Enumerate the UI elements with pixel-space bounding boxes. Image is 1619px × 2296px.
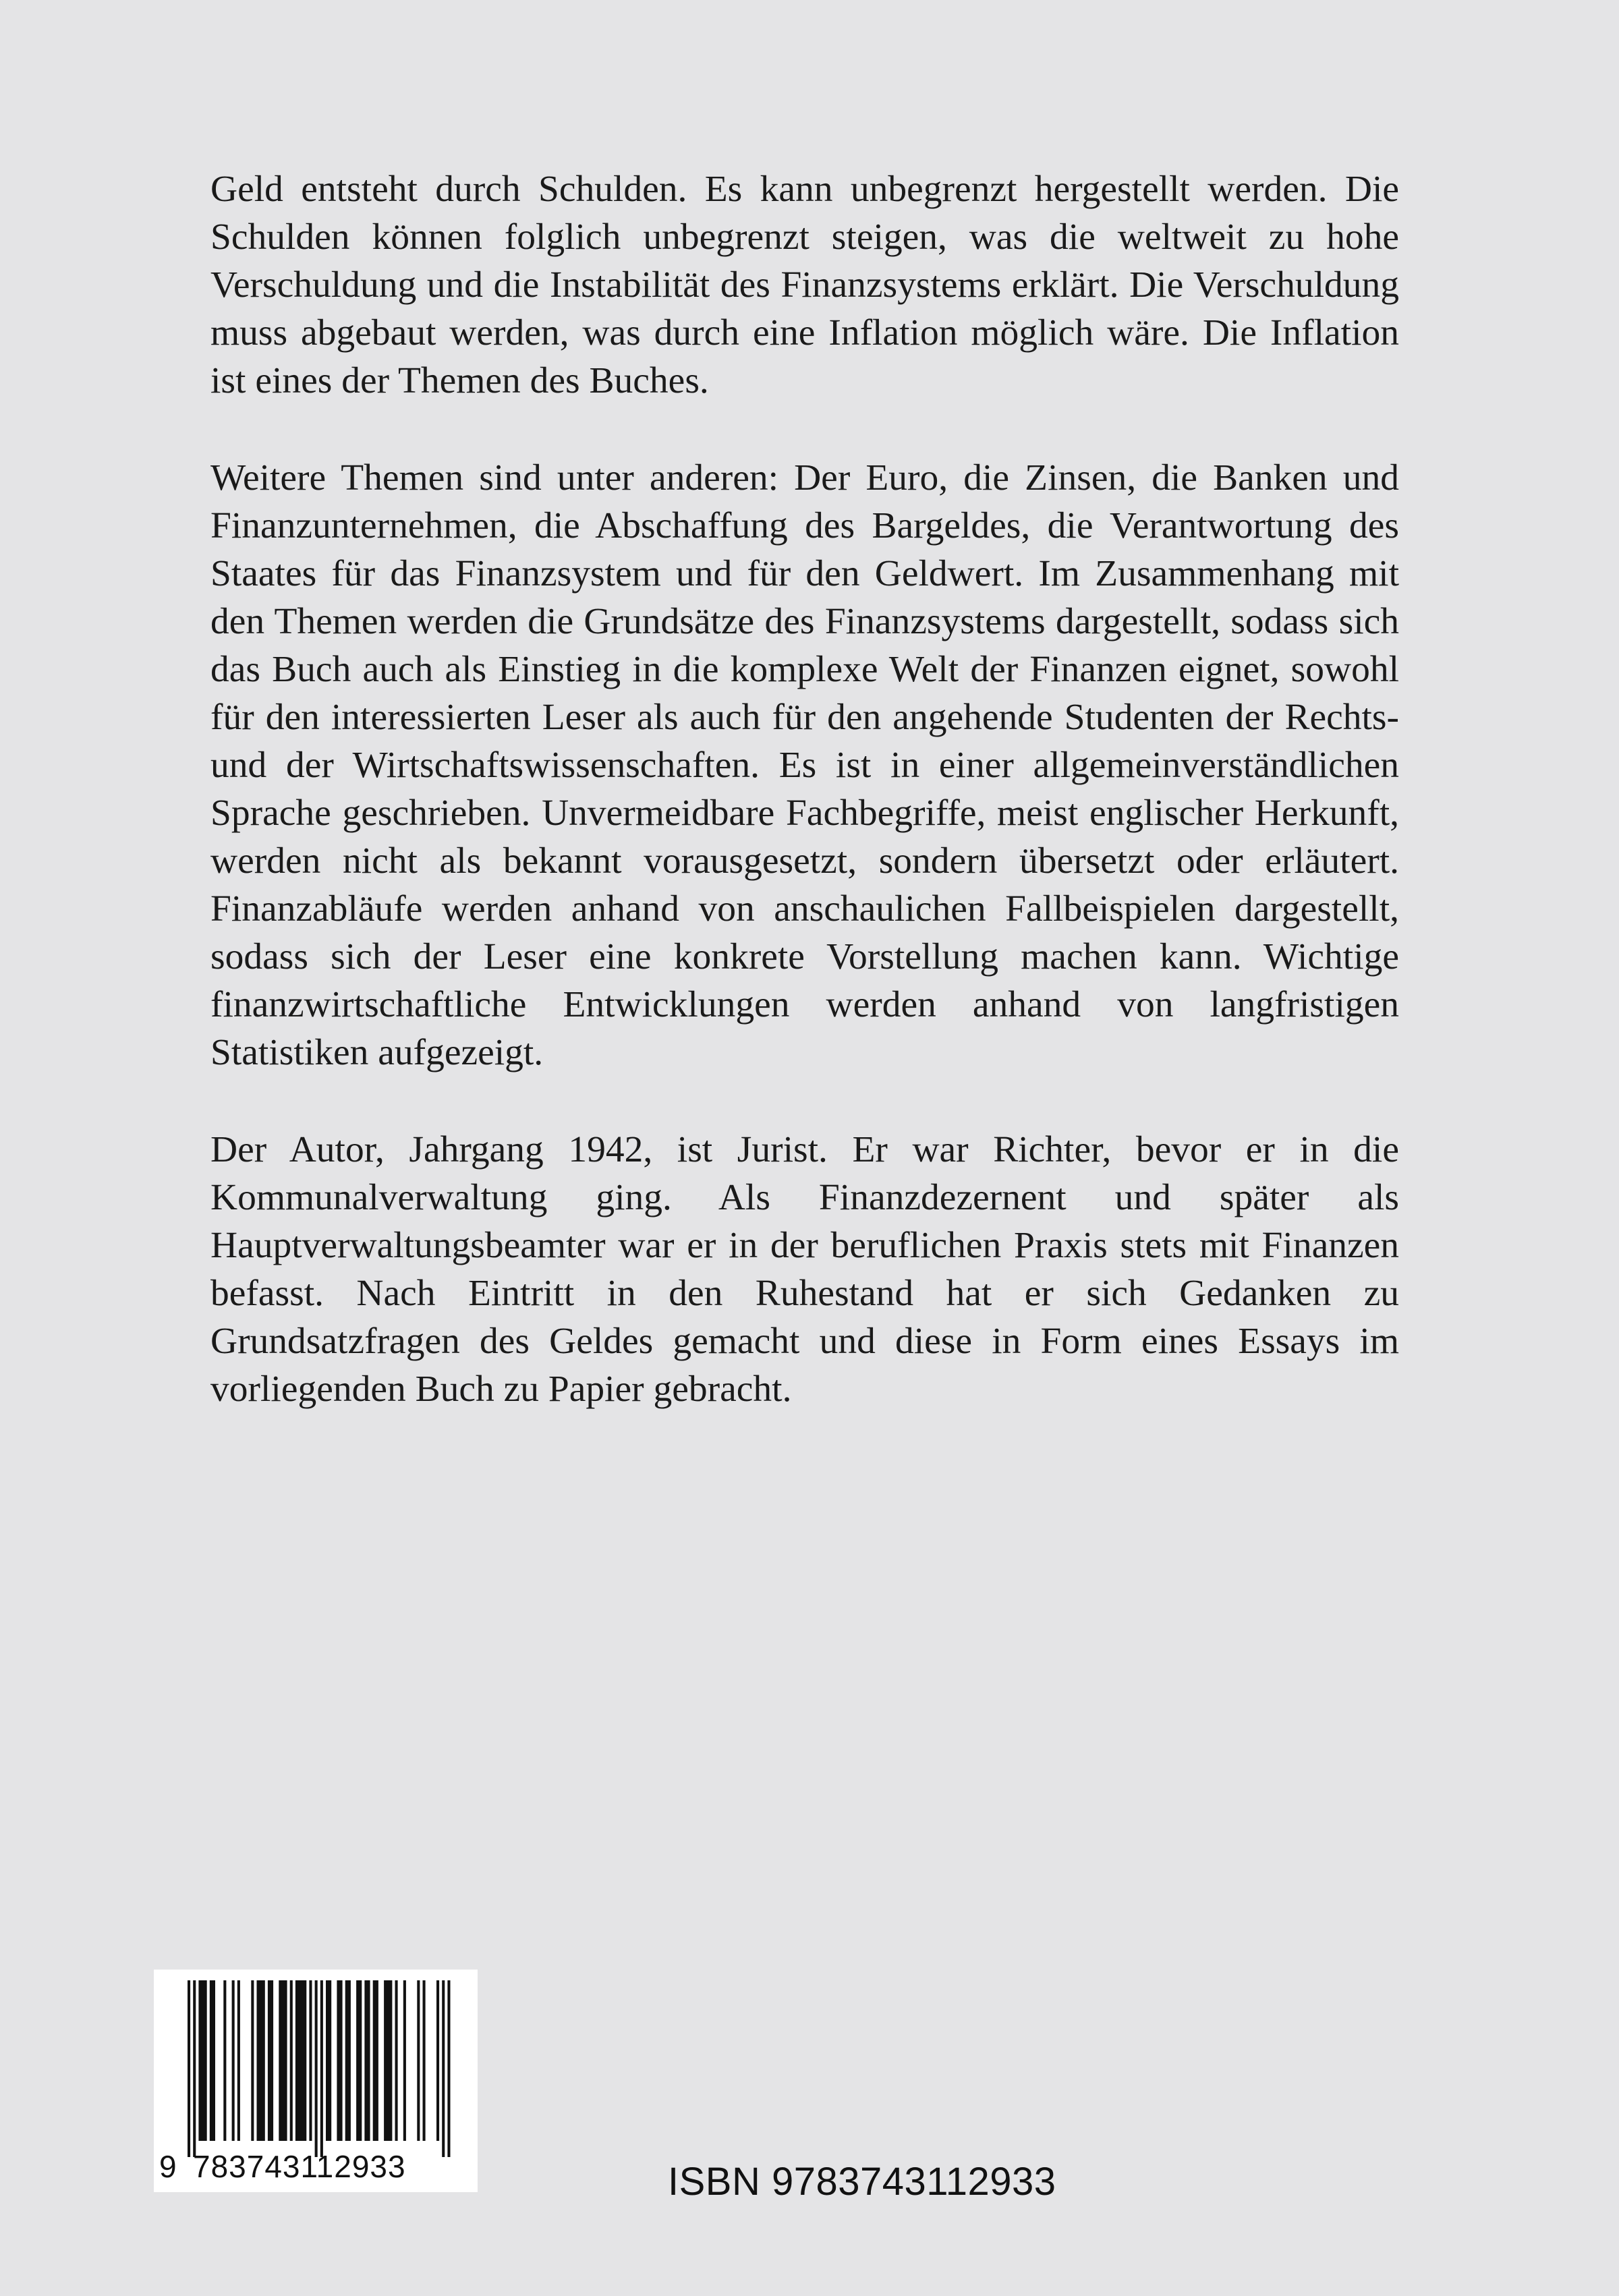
barcode-bar [373,1980,378,2141]
barcode-guard-bar [193,1980,196,2157]
barcode-bar [279,1980,287,2141]
barcode-bar [290,1980,293,2141]
blurb-paragraph-author: Der Autor, Jahrgang 1942, ist Jurist. Er war Richter, bevor er in die Kommunalverwaltung ging. Als Finanzdezernent und später als Hauptverwaltungsbeamter war er in der beruflichen Praxis stets mit Finanzen befasst. Nach Eintritt in den Ruhestand hat er sich Gedanken zu Grundsatzfragen des Geldes gemacht und diese in Form eines Essays im vorliegenden Buch zu Papier gebracht. [210,1129,1399,1410]
barcode-bar [198,1980,206,2141]
barcode-bar [232,1980,235,2141]
barcode-bar [337,1980,342,2141]
barcode-bar [423,1980,426,2141]
blurb-paragraph-summary: Geld entsteht durch Schulden. Es kann unbegrenzt hergestellt werden. Die Schulden können folglich unbegrenzt steigen, was die weltweit zu hohe Verschuldung und die Instabilität des Finanzsystems erklärt. Die Verschuldung muss abgebaut werden, was durch eine Inflation möglich wäre. Die Inflation ist eines der Themen des Buches. [210,169,1399,401]
blurb-paragraph-topics: Weitere Themen sind unter anderen: Der Euro, die Zinsen, die Banken und Finanzunternehmen, die Abschaffung des Bargeldes, die Verantwortung des Staates für das Finanzsystem und für den Geldwert. Im Zusammenhang mit den Themen werden die Grundsätze des Finanzsystems dargestellt, sodass sich das Buch auch als Einstieg in die komplexe Welt der Finanzen eignet, sowohl für den interessierten Leser als auch für den angehende Studenten der Rechts- und der Wirtschaftswissenschaften. Es ist in einer allgemeinverständlichen Sprache geschrieben. Unvermeidbare Fachbegriffe, meist englischer Herkunft, werden nicht als bekannt vorausgesetzt, sondern übersetzt oder erläutert. Finanzabläufe werden anhand von anschaulichen Fallbeispielen dargestellt, sodass sich der Leser eine konkrete Vorstellung machen kann. Wichtige finanzwirtschaftliche Entwicklungen werden anhand von langfristigen Statistiken aufgezeigt. [210,457,1399,1073]
barcode-bar [309,1980,312,2141]
barcode-bar [384,1980,392,2141]
barcode-bar [251,1980,254,2141]
barcode-guard-bar [442,1980,445,2157]
barcode-bar [345,1980,351,2141]
barcode-bar [257,1980,265,2141]
barcode-digits [154,2146,478,2187]
barcode-bar [326,1980,331,2141]
barcode [154,1970,478,2192]
barcode-bar [403,1980,406,2141]
barcode-lead-digit: 9 [159,2149,177,2184]
barcode-guard-bar [320,1980,323,2157]
barcode-bar [364,1980,370,2141]
barcode-number: 783743112933 [193,2149,406,2184]
barcode-guard-bar [315,1980,318,2157]
barcode-bar [210,1980,215,2141]
barcode-bar [237,1980,240,2141]
barcode-bar [417,1980,420,2141]
barcode-guard-bar [447,1980,450,2157]
blurb-text [210,165,1399,1462]
barcode-bar [436,1980,439,2141]
barcode-bar [395,1980,398,2141]
barcode-bar [268,1980,273,2141]
barcode-bar [295,1980,306,2141]
barcode-guard-bar [188,1980,190,2157]
barcode-bar [356,1980,362,2141]
barcode-bar [223,1980,226,2141]
isbn-label: ISBN 9783743112933 [668,2160,1056,2204]
